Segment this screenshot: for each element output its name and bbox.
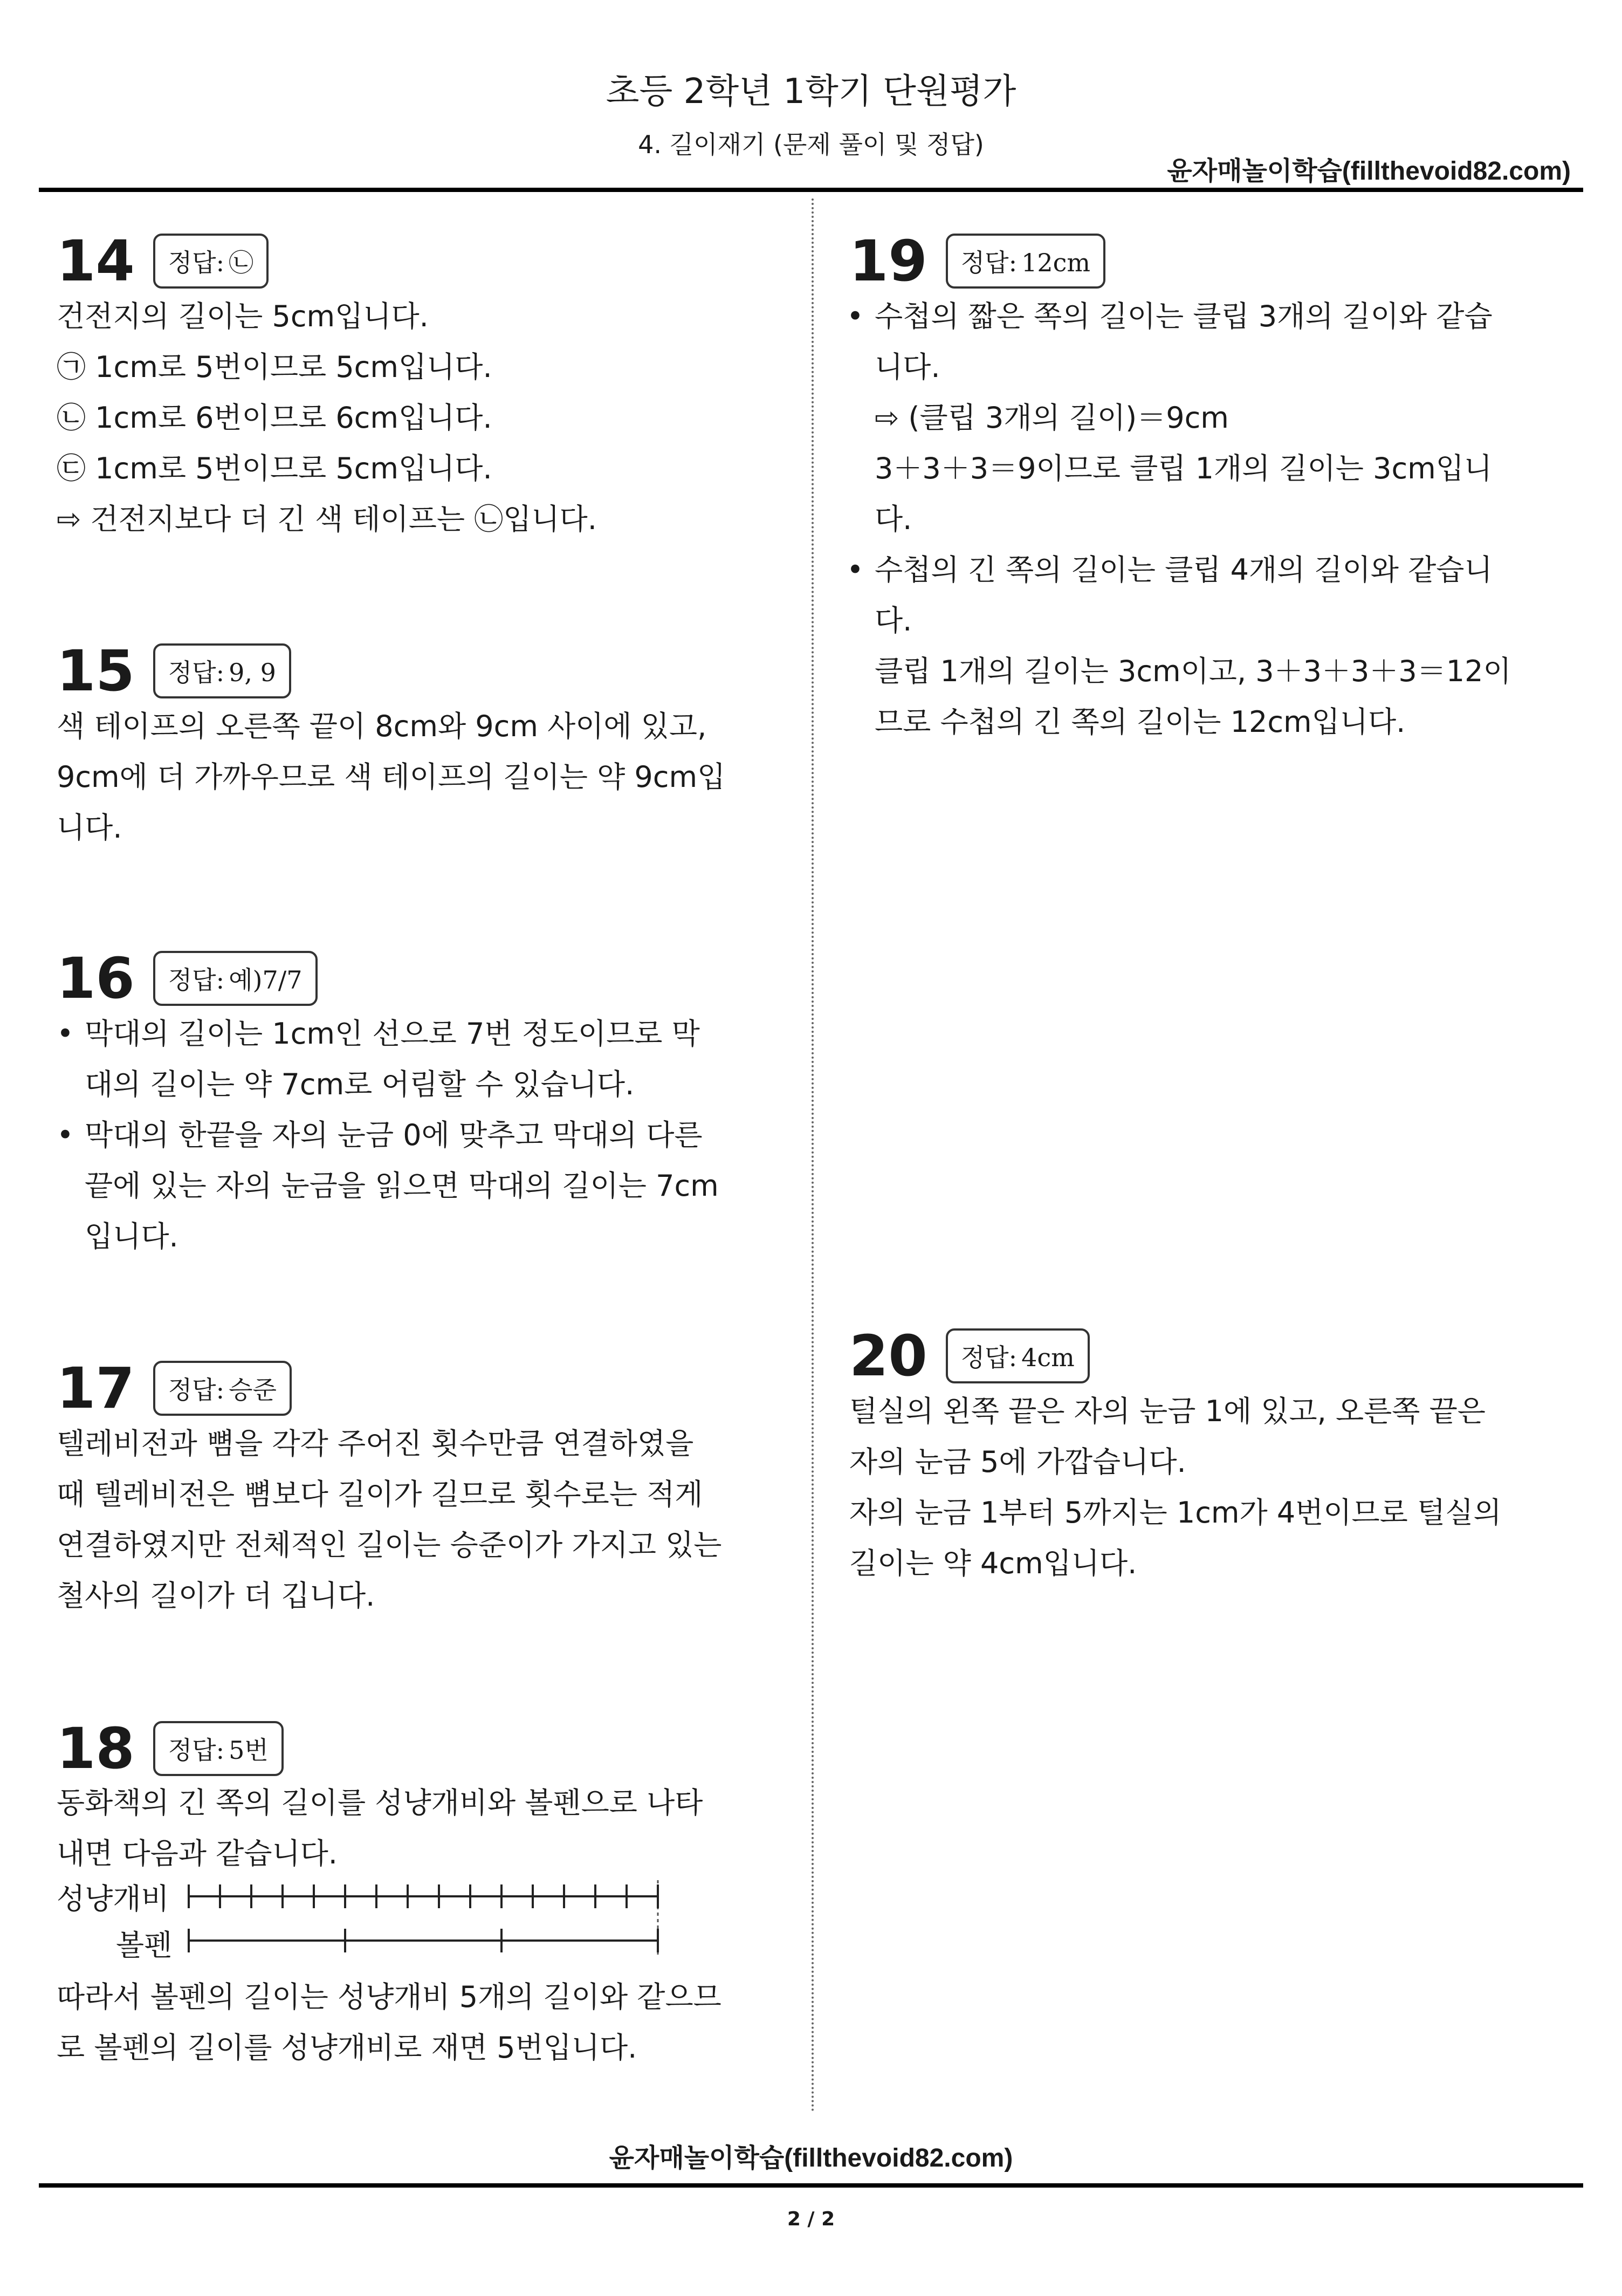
text-line: 건전지의 길이는 5cm입니다. xyxy=(57,299,429,333)
bullet-item xyxy=(847,291,1564,545)
answer-prefix: 정답: xyxy=(960,248,1018,277)
text-line: 3＋3＋3＝9이므로 클립 1개의 길이는 3cm입니 xyxy=(875,451,1493,485)
question-number: 15 xyxy=(57,638,135,704)
question-16-body xyxy=(57,1009,758,1262)
answer-box xyxy=(153,1721,284,1776)
text-line: 끝에 있는 자의 눈금을 읽으면 막대의 길이는 7cm xyxy=(85,1169,719,1203)
answer-prefix: 정답: xyxy=(168,1736,225,1765)
page-number: 2 / 2 xyxy=(787,2208,835,2230)
text-line: 니다. xyxy=(57,811,122,845)
question-number: 17 xyxy=(57,1355,135,1421)
text-line: 철사의 길이가 더 깁니다. xyxy=(57,1579,375,1613)
text-line: 연결하였지만 전체적인 길이는 승준이가 가지고 있는 xyxy=(57,1528,722,1562)
text-line: 막대의 길이는 1cm인 선으로 7번 정도이므로 막 xyxy=(85,1017,700,1051)
answer-box xyxy=(153,1361,292,1416)
answer-value: 5번 xyxy=(229,1736,269,1765)
bullet-icon: • xyxy=(847,553,864,587)
pen-label: 볼펜 xyxy=(116,1928,173,1962)
question-19-body xyxy=(847,291,1564,748)
question-14-header xyxy=(57,228,269,294)
question-number: 19 xyxy=(849,228,927,294)
question-15-body xyxy=(57,701,758,853)
answer-box xyxy=(153,951,318,1006)
question-14-body xyxy=(57,291,758,545)
length-comparison-figure xyxy=(57,1876,725,1962)
answer-value: 승준 xyxy=(229,1375,277,1404)
question-17-body xyxy=(57,1418,758,1621)
answer-value: 예)7/7 xyxy=(229,965,303,995)
question-15-header xyxy=(57,638,291,704)
question-number: 18 xyxy=(57,1716,135,1781)
question-17-header xyxy=(57,1355,292,1421)
question-16-header xyxy=(57,945,318,1011)
text-line: 따라서 볼펜의 길이는 성냥개비 5개의 길이와 같으므 xyxy=(57,1980,721,2014)
question-20-header xyxy=(849,1323,1090,1389)
header-brand: 윤자매놀이학습(fillthevoid82.com) xyxy=(1167,157,1571,186)
bullet-item xyxy=(57,1009,758,1110)
answer-box xyxy=(946,234,1105,289)
text-line: 입니다. xyxy=(85,1219,178,1253)
footer-rule xyxy=(39,2183,1583,2188)
answer-box xyxy=(946,1328,1090,1383)
question-20-body xyxy=(849,1386,1566,1589)
text-line: 때 텔레비전은 뼘보다 길이가 길므로 횟수로는 적게 xyxy=(57,1477,703,1511)
text-line: 대의 길이는 약 7cm로 어림할 수 있습니다. xyxy=(85,1067,635,1101)
page-title: 초등 2학년 1학기 단원평가 xyxy=(606,72,1016,112)
question-number: 16 xyxy=(57,945,135,1011)
text-line: 니다. xyxy=(875,350,940,384)
question-number: 20 xyxy=(849,1323,927,1389)
text-line: ㉡ 1cm로 6번이므로 6cm입니다. xyxy=(57,401,492,435)
page-subtitle: 4. 길이재기 (문제 풀이 및 정답) xyxy=(638,130,984,159)
text-line: 로 볼펜의 길이를 성냥개비로 재면 5번입니다. xyxy=(57,2031,637,2065)
answer-box xyxy=(153,234,269,289)
question-number: 14 xyxy=(57,228,135,294)
text-line: 수첩의 짧은 쪽의 길이는 클립 3개의 길이와 같습 xyxy=(875,299,1493,333)
text-line: 내면 다음과 같습니다. xyxy=(57,1836,338,1870)
bullet-icon: • xyxy=(847,299,864,333)
answer-value: 4cm xyxy=(1021,1343,1075,1372)
text-line: ⇨ 건전지보다 더 긴 색 테이프는 ㉡입니다. xyxy=(57,502,597,536)
bullet-icon: • xyxy=(57,1017,74,1051)
text-line: 자의 눈금 1부터 5까지는 1cm가 4번이므로 털실의 xyxy=(849,1496,1502,1530)
text-line: 색 테이프의 오른쪽 끝이 8cm와 9cm 사이에 있고, xyxy=(57,709,707,743)
answer-value: ㉡ xyxy=(229,248,254,277)
text-line: 클립 1개의 길이는 3cm이고, 3＋3＋3＋3＝12이 xyxy=(875,654,1511,688)
text-line: 수첩의 긴 쪽의 길이는 클립 4개의 길이와 같습니 xyxy=(875,553,1493,587)
text-line: 므로 수첩의 긴 쪽의 길이는 12cm입니다. xyxy=(875,705,1406,739)
question-18-body xyxy=(57,1778,758,1879)
matchstick-label: 성냥개비 xyxy=(57,1882,169,1916)
footer-brand: 윤자매놀이학습(fillthevoid82.com) xyxy=(609,2144,1013,2172)
text-line: ㉠ 1cm로 5번이므로 5cm입니다. xyxy=(57,350,492,384)
text-line: 막대의 한끝을 자의 눈금 0에 맞추고 막대의 다른 xyxy=(85,1118,703,1152)
text-line: 자의 눈금 5에 가깝습니다. xyxy=(849,1445,1186,1479)
answer-prefix: 정답: xyxy=(960,1343,1018,1372)
question-19-header xyxy=(849,228,1105,294)
answer-value: 9, 9 xyxy=(229,658,276,687)
text-line: 다. xyxy=(875,604,912,638)
question-18-header xyxy=(57,1716,284,1781)
ruler-diagram xyxy=(57,1876,725,1957)
answer-prefix: 정답: xyxy=(168,1375,225,1404)
bullet-item xyxy=(847,545,1564,748)
question-18-conclusion xyxy=(57,1972,758,2073)
answer-prefix: 정답: xyxy=(168,965,225,995)
answer-prefix: 정답: xyxy=(168,658,225,687)
answer-prefix: 정답: xyxy=(168,248,225,277)
text-line: 동화책의 긴 쪽의 길이를 성냥개비와 볼펜으로 나타 xyxy=(57,1786,703,1820)
answer-box xyxy=(153,643,291,698)
text-line: 다. xyxy=(875,502,912,536)
text-line: 길이는 약 4cm입니다. xyxy=(849,1546,1137,1580)
text-line: ㉢ 1cm로 5번이므로 5cm입니다. xyxy=(57,451,492,485)
header-rule xyxy=(39,188,1583,192)
answer-value: 12cm xyxy=(1021,248,1091,277)
bullet-icon: • xyxy=(57,1118,74,1152)
text-line: 9cm에 더 가까우므로 색 테이프의 길이는 약 9cm입 xyxy=(57,760,726,794)
text-line: 텔레비전과 뼘을 각각 주어진 횟수만큼 연결하였을 xyxy=(57,1427,694,1461)
text-line: 털실의 왼쪽 끝은 자의 눈금 1에 있고, 오른쪽 끝은 xyxy=(849,1394,1486,1428)
column-divider xyxy=(812,198,814,2113)
bullet-item xyxy=(57,1110,758,1262)
text-line: ⇨ (클립 3개의 길이)＝9cm xyxy=(875,401,1229,435)
